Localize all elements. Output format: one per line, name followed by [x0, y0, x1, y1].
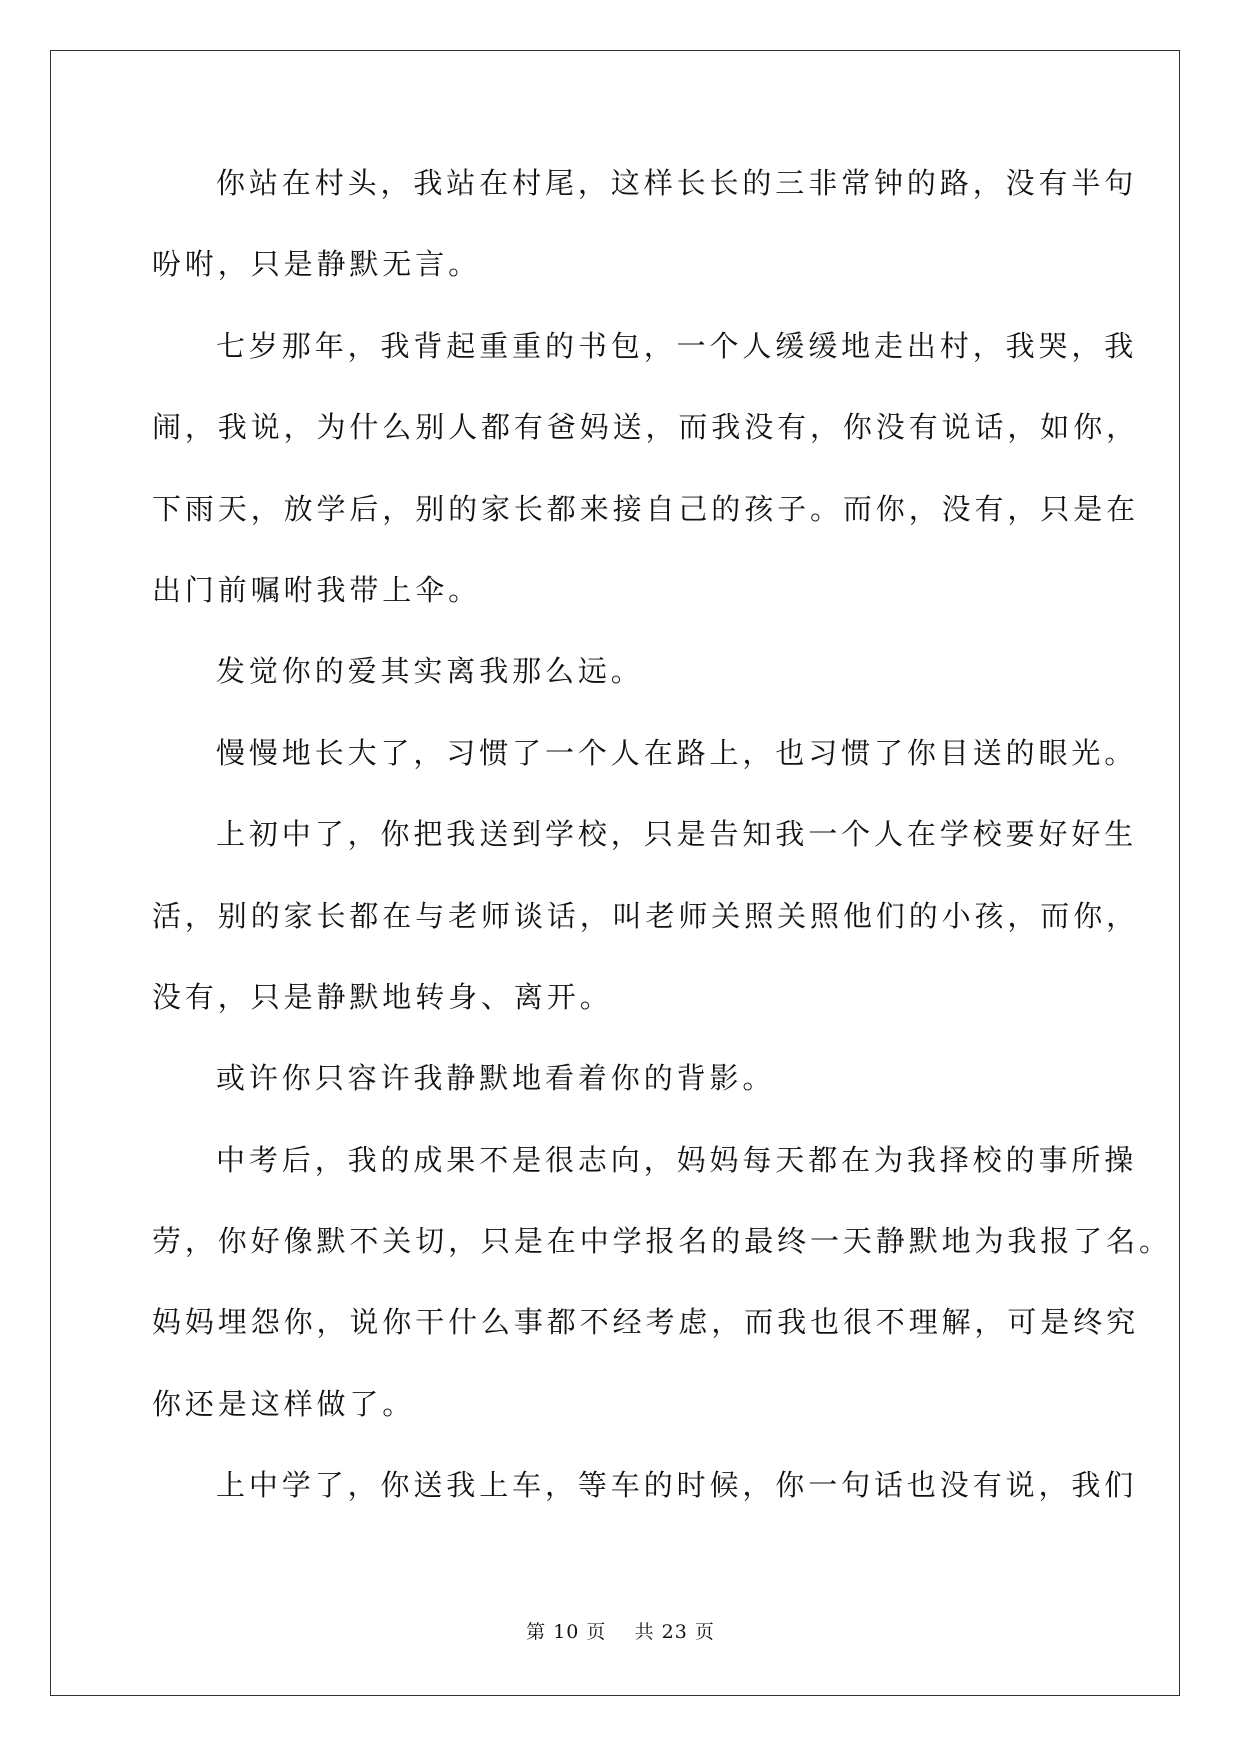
text-line: 你站在村头，我站在村尾，这样长长的三非常钟的路，没有半句: [216, 166, 1138, 200]
text-line: 中考后，我的成果不是很志向，妈妈每天都在为我择校的事所操: [216, 1142, 1138, 1177]
text-line: 出门前嘱咐我带上伞。: [152, 572, 482, 607]
document-body: [152, 163, 1172, 1547]
text-line: 妈妈埋怨你，说你干什么事都不经考虑，而我也很不理解，可是终究: [152, 1305, 1140, 1340]
text-line: 活，别的家长都在与老师谈话，叫老师关照关照他们的小孩，而你，: [152, 898, 1140, 933]
text-line: 七岁那年，我背起重重的书包，一个人缓缓地走出村，我哭，我: [216, 328, 1138, 363]
text-line: 没有，只是静默地转身、离开。: [152, 979, 613, 1014]
text-line: 慢慢地长大了，习惯了一个人在路上，也习惯了你目送的眼光。: [216, 735, 1138, 770]
text-line: 或许你只容许我静默地看着你的背影。: [216, 1061, 776, 1096]
text-line: 劳，你好像默不关切，只是在中学报名的最终一天静默地为我报了名。: [152, 1224, 1172, 1259]
text-line: 发觉你的爱其实离我那么远。: [216, 654, 644, 689]
text-line: 吩咐，只是静默无言。: [152, 247, 482, 282]
text-line: 你还是这样做了。: [152, 1386, 416, 1421]
text-line: 上中学了，你送我上车，等车的时候，你一句话也没有说，我们: [216, 1468, 1138, 1503]
text-line: 闹，我说，为什么别人都有爸妈送，而我没有，你没有说话，如你，: [152, 410, 1140, 445]
text-line: 上初中了，你把我送到学校，只是告知我一个人在学校要好好生: [216, 817, 1138, 852]
text-line: 下雨天，放学后，别的家长都来接自己的孩子。而你，没有，只是在: [152, 491, 1140, 526]
page-footer: 第 10 页 共 23 页: [526, 1621, 715, 1643]
